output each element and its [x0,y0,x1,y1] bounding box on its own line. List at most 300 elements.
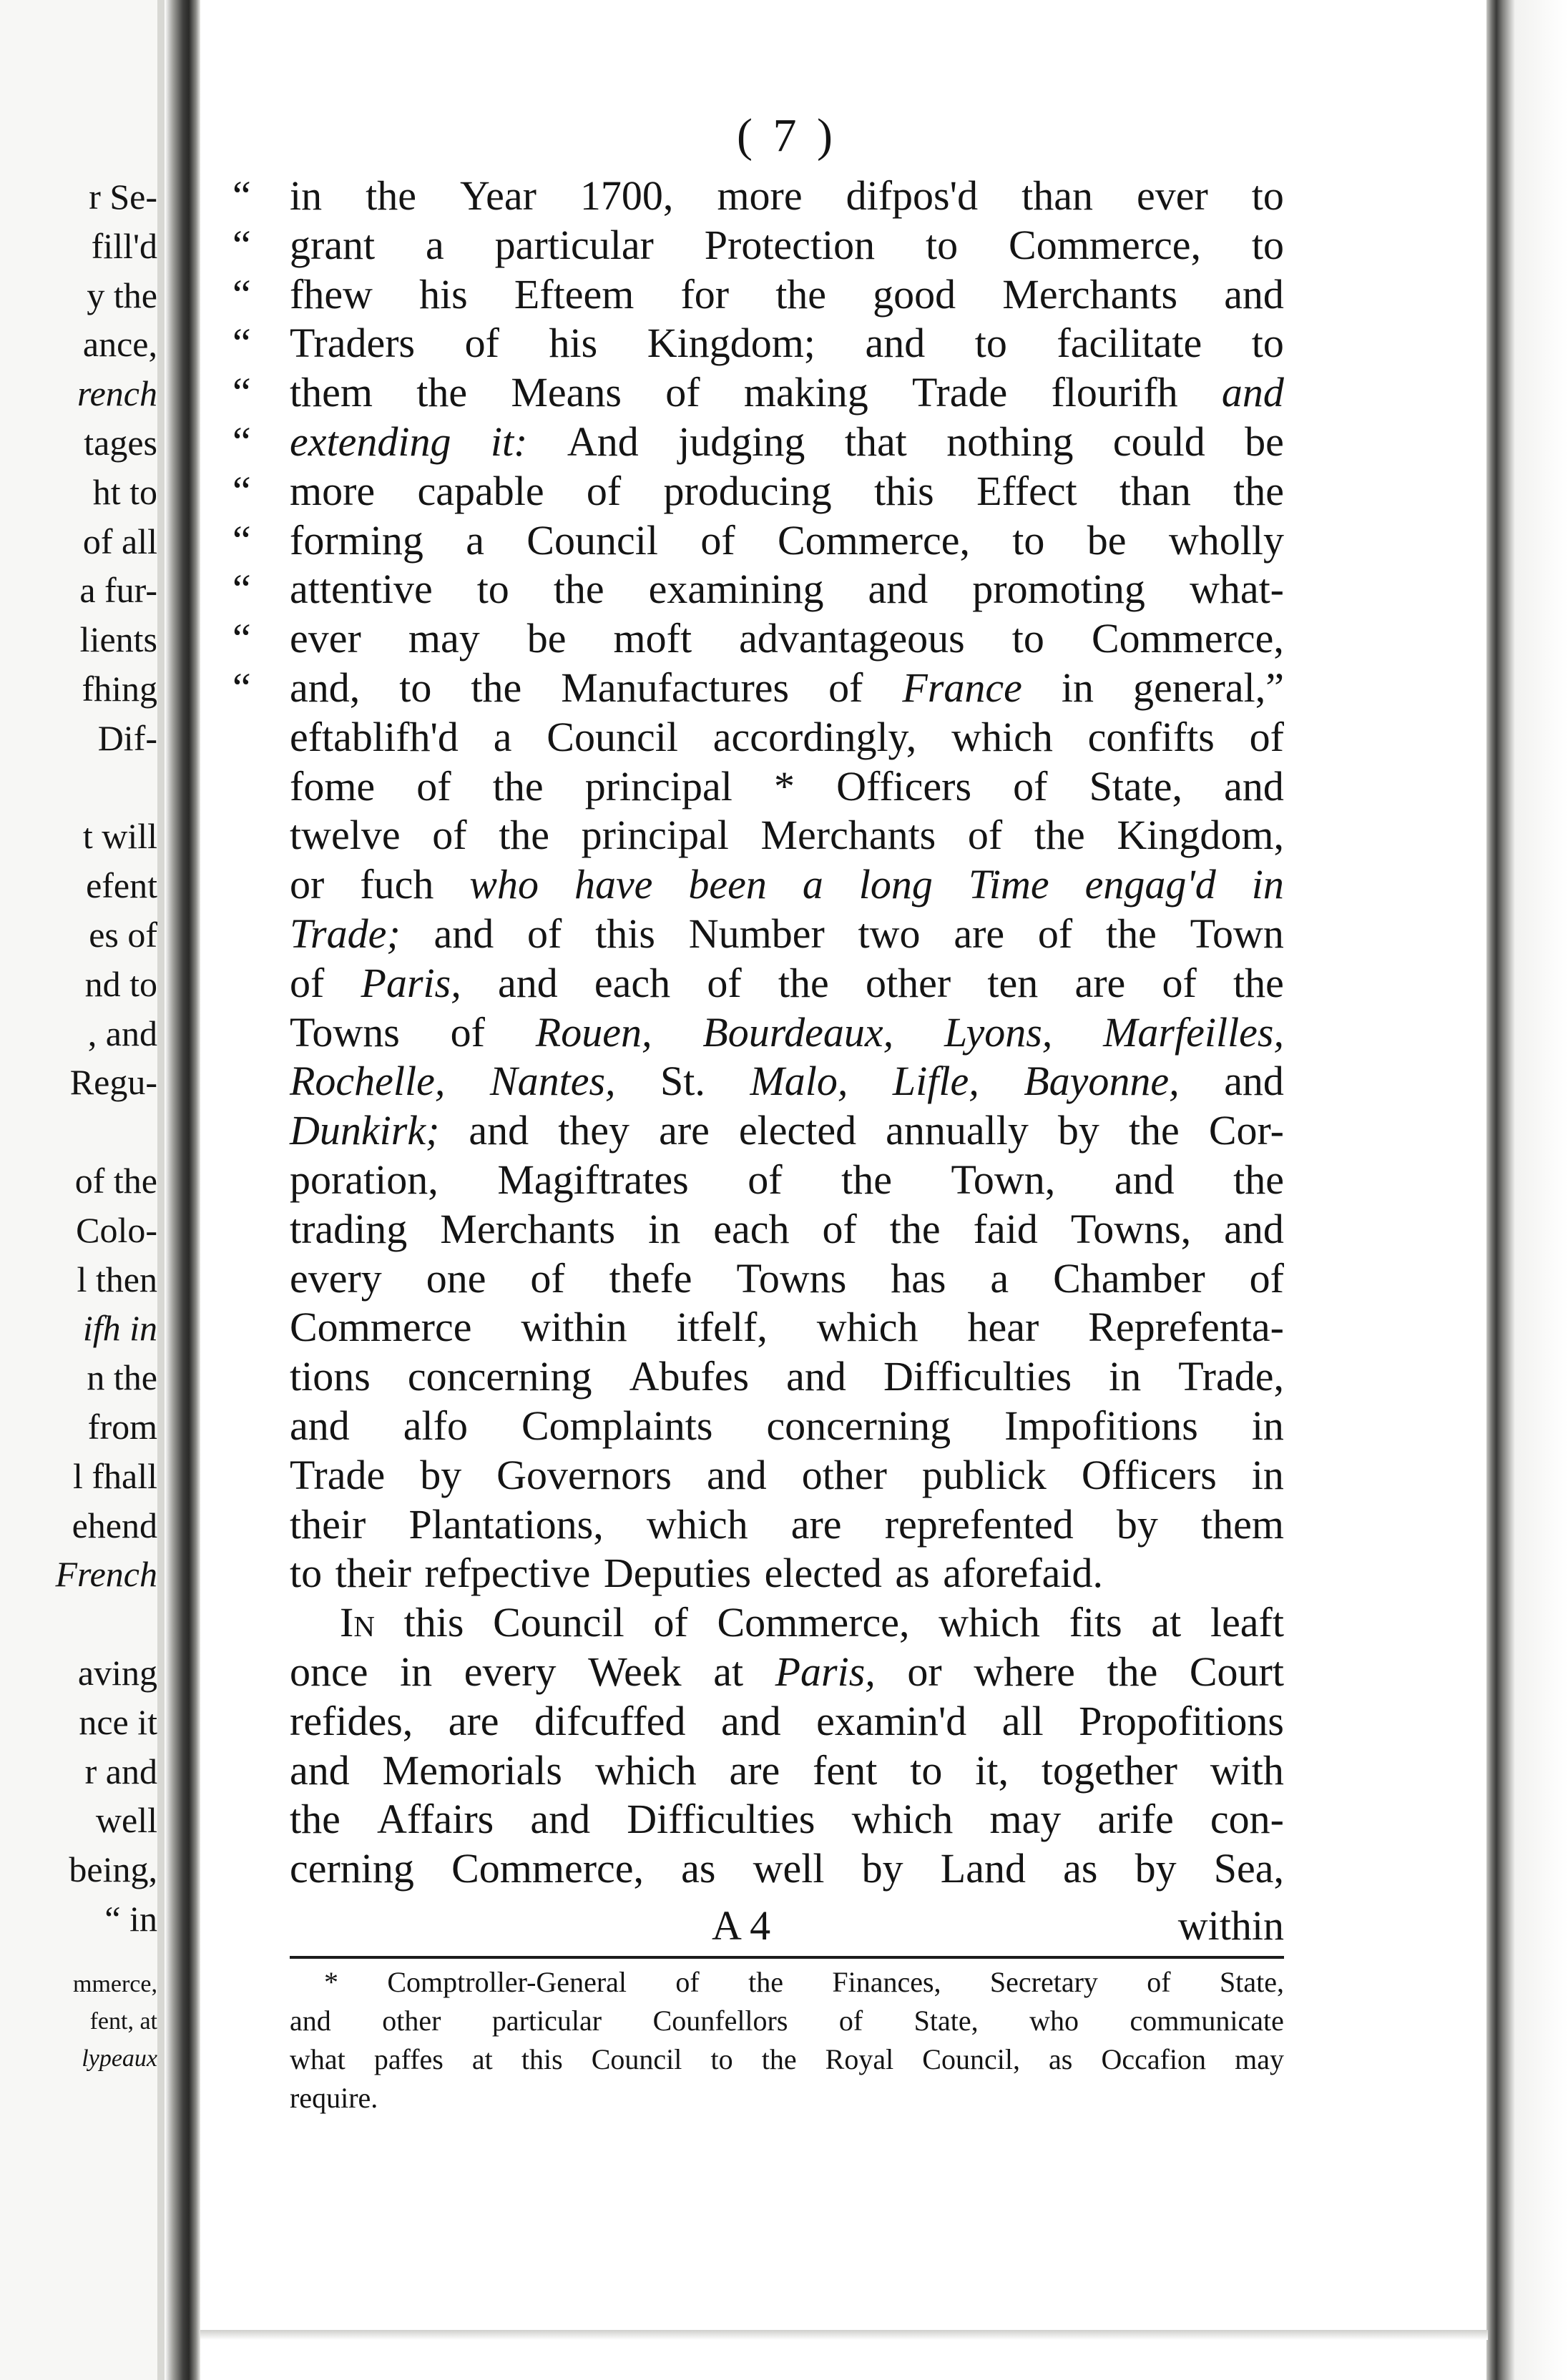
body-line [290,762,1284,812]
signature-mark: A 4 [712,1902,771,1949]
word: the [471,664,522,711]
word: accordingly, [712,713,917,760]
word: particular [494,221,654,268]
facing-page-text: r Se- [89,177,157,217]
facing-page-text: fill'd [91,225,157,266]
facing-page-text: t will [82,816,157,857]
body-line [290,1697,1284,1746]
word: them [290,369,373,416]
word: Reprefenta- [1088,1304,1284,1351]
word: Traders [290,320,416,367]
body-line [290,713,1284,762]
word: concerning [407,1353,592,1400]
facing-page-text: ht to [92,471,157,512]
word: the [1107,1648,1158,1695]
word: in [1061,664,1094,711]
word: examining [648,566,824,613]
word: and [530,1796,591,1843]
word: attentive [290,566,433,613]
body-line [290,1795,1284,1844]
word: Means [511,369,622,416]
word: Merchants [440,1205,616,1252]
word: are [954,910,1005,957]
word: elected [738,1107,857,1154]
word: by [1116,1500,1158,1548]
word: the [889,1205,941,1252]
word: are [448,1697,499,1744]
word: at [1151,1599,1182,1646]
word: of [432,812,467,859]
word: Commerce, [777,516,970,564]
facing-page-text: n the [87,1357,157,1398]
word: extending [290,418,451,465]
footnote-line [290,1963,1284,2002]
word: Towns, [1070,1205,1192,1252]
word: may [1235,2043,1284,2075]
word: of [1013,762,1048,810]
word: Merchants [1002,270,1178,318]
word: In [340,1599,375,1646]
word: and [469,1107,529,1154]
facing-page-text: Colo- [76,1209,157,1250]
word: of [586,467,622,514]
word: long [858,861,933,908]
footnote [290,1963,1284,2118]
footnote-line [290,2040,1284,2079]
word: Magiftrates [497,1156,689,1203]
word: a [466,516,484,564]
word: has [891,1254,946,1302]
facing-page-text: tages [84,423,157,463]
word: and [720,1697,781,1744]
body-line [290,910,1284,959]
facing-page-text: fhing [82,669,157,709]
word: confifts [1087,713,1215,760]
facing-page-footnote-text: mmerce, [73,1971,157,1997]
quotation-mark: “ [232,418,251,465]
word: of [653,1599,688,1646]
word: where [974,1648,1075,1695]
word: in [400,1648,433,1695]
word: Finances, [832,1966,941,1998]
word: Time [968,861,1049,908]
word: this [595,910,655,957]
word: of [748,1156,783,1203]
word: of [527,910,562,957]
page-number: ( 7 ) [737,109,837,162]
body-line [290,1549,1284,1598]
body-text [232,172,1284,1894]
word: of [665,369,700,416]
facing-page-text: ehend [72,1505,157,1545]
quotation-mark: “ [232,172,251,219]
word: Council, [922,2043,1020,2075]
word: by [861,1845,903,1892]
word: other [801,1451,887,1498]
word: general,” [1133,664,1284,711]
word: Governors [496,1451,672,1498]
word: of [1147,1966,1171,1998]
body-line [290,1254,1284,1304]
word: of [828,664,863,711]
body-line [290,1352,1284,1402]
word: nothing [946,418,1074,465]
word: and [290,1746,350,1794]
word: Difficulties [883,1353,1072,1400]
word: Commerce, [1091,615,1284,662]
word: Council [526,516,658,564]
word: Paris, [361,959,461,1006]
word: Bayonne, [1024,1058,1180,1105]
word: be [526,615,567,662]
facing-page-text: being, [69,1849,157,1890]
word: Kingdom, [1117,812,1284,859]
word: and [497,959,558,1006]
word: con- [1210,1796,1284,1843]
word: Commerce, [451,1845,645,1892]
body-line [290,1303,1284,1352]
word: aforefaid. [943,1550,1104,1597]
word: Bourdeaux, [702,1008,894,1056]
facing-page-text: nce it [79,1701,157,1742]
word: as [1063,1845,1098,1892]
word: Trade [912,369,1008,416]
facing-page-text: l then [77,1259,157,1299]
word: fhew [290,270,373,318]
word: by [1057,1107,1099,1154]
facing-page-text: Regu- [69,1062,157,1103]
word: in [290,172,323,219]
footnote-line [290,2079,1284,2118]
word: Towns [736,1254,847,1302]
word: promoting [972,566,1145,613]
word: Impofitions [1004,1402,1198,1449]
word: in [1251,1402,1284,1449]
word: with [1210,1746,1284,1794]
word: of [416,762,451,810]
body-line [290,1500,1284,1550]
word: Comptroller-General [387,1966,627,1998]
word: Memorials [382,1746,562,1794]
word: Plantations, [408,1500,604,1548]
word: and [786,1353,846,1400]
word: by [1135,1845,1177,1892]
word: other [866,959,951,1006]
word: and [1224,1205,1284,1252]
body-line [232,172,1284,221]
word: fome [290,762,376,810]
word: Deputies [603,1550,752,1597]
facing-page-text: r and [84,1751,157,1791]
word: cerning [290,1845,414,1892]
word: and [290,1402,350,1449]
word: been [688,861,767,908]
word: Nantes, [489,1058,616,1105]
word: every [290,1254,382,1302]
word: faid [973,1205,1038,1252]
word: to [1011,615,1044,662]
footnote-line [290,2002,1284,2040]
word: examin'd [816,1697,967,1744]
word: to [710,2043,733,2075]
word: them [1201,1500,1284,1548]
word: their [290,1500,366,1548]
word: Complaints [521,1402,713,1449]
word: poration, [290,1156,438,1203]
body-line [290,959,1284,1008]
word: fent [813,1746,878,1794]
word: his [549,320,598,367]
facing-page-text: l fhall [72,1455,157,1496]
word: judging [678,418,805,465]
word: and [1224,270,1284,318]
catchword: within [1177,1902,1284,1949]
word: Lifle, [892,1058,979,1105]
page-edge-shadow [1486,0,1568,2380]
word: Kingdom; [647,320,815,367]
word: the [499,812,550,859]
word: once [290,1648,368,1695]
word: and [290,2005,331,2037]
word: to [1251,320,1284,367]
quotation-mark: “ [232,221,251,268]
word: the [841,1156,892,1203]
body-line [290,1598,1284,1648]
word: Number [688,910,825,957]
word: in [1109,1353,1142,1400]
word: thefe [609,1254,692,1302]
word: may [989,1796,1062,1843]
word: making [743,369,868,416]
word: alfo [403,1402,468,1449]
word: this [403,1599,464,1646]
word: Land [940,1845,1026,1892]
word: Commerce, [1009,221,1201,268]
word: the [366,172,416,219]
word: elected [764,1550,882,1597]
word: Protection [704,221,876,268]
word: who [469,861,539,908]
word: Town, [951,1156,1056,1203]
word: * [773,762,795,810]
facing-page-text: of all [82,521,157,561]
word: ten [987,959,1039,1006]
word: are [790,1500,842,1548]
word: Commerce [290,1304,472,1351]
word: well [753,1845,825,1892]
word: Trade [290,1451,386,1498]
word: they [558,1107,630,1154]
word: and [868,566,928,613]
body-line [232,467,1284,516]
word: a [493,713,512,760]
word: arife [1097,1796,1174,1843]
word: St. [660,1058,705,1105]
word: communicate [1130,2005,1284,2037]
word: the [748,1966,783,1998]
word: may [408,615,480,662]
word: ever [1136,172,1208,219]
quotation-mark: “ [232,320,251,367]
word: or [290,861,325,908]
word: and [707,1451,767,1498]
facing-page-text: es of [89,915,157,955]
word: difcuffed [534,1697,686,1744]
word: itfelf, [676,1304,768,1351]
word: and [1224,1058,1284,1105]
body-line [232,614,1284,664]
word: are [729,1746,780,1794]
word: hear [967,1304,1039,1351]
word: of [290,959,325,1006]
word: which [594,1746,697,1794]
word: of [675,1966,700,1998]
body-line [232,418,1284,467]
word: of [822,1205,857,1252]
quotation-mark: “ [232,516,251,564]
word: of [700,516,735,564]
word: France [902,664,1022,711]
facing-page-footnote-text: fent, at [89,2008,157,2035]
word: Cor- [1208,1107,1284,1154]
word: and [1114,1156,1175,1203]
word: of [967,812,1003,859]
facing-page-text: rench [77,373,157,414]
word: for [680,270,730,318]
facing-page-text: aving [77,1653,157,1693]
word: of [450,1008,485,1056]
body-line [232,565,1284,614]
word: this [873,467,934,514]
facing-page-text: Dif- [97,717,157,758]
word: advantageous [739,615,965,662]
word: it, [975,1746,1009,1794]
page-bottom-shadow [200,2330,1488,2340]
word: a [426,221,444,268]
word: who [1029,2005,1079,2037]
word: principal [581,812,729,859]
word: annually [886,1107,1029,1154]
word: the [1233,467,1284,514]
word: of [464,320,499,367]
word: Paris, [775,1648,876,1695]
word: each [594,959,671,1006]
word: more [290,467,376,514]
word: are [659,1107,710,1154]
word: the [778,959,829,1006]
word: State, [913,2005,979,2037]
word: Week [588,1648,682,1695]
word: Council [493,1599,624,1646]
word: this [521,2043,563,2075]
word: as [895,1550,930,1597]
word: Effect [976,467,1077,514]
facing-page-text: lients [79,619,157,660]
word: concerning [766,1402,951,1449]
body-line [290,1451,1284,1500]
facing-page-text: French [55,1554,157,1595]
body-line [290,1106,1284,1156]
word: require. [290,2082,378,2114]
word: as [681,1845,716,1892]
word: Council [547,713,678,760]
word: each [713,1205,790,1252]
word: moft [613,615,692,662]
word: which [951,713,1053,760]
word: fits [1069,1599,1122,1646]
word: Affairs [377,1796,494,1843]
word: to [476,566,509,613]
body-line [232,516,1284,566]
word: have [574,861,653,908]
book-gutter [165,0,200,2380]
word: capable [417,467,544,514]
word: the [775,270,827,318]
word: the [290,1796,340,1843]
word: in [1251,1451,1284,1498]
word: which [816,1304,918,1351]
word: together [1041,1746,1177,1794]
facing-page-text: from [87,1407,157,1447]
word: or [907,1648,942,1695]
facing-page-text: of the [74,1161,157,1201]
body-line [290,1156,1284,1205]
facing-page-text: a fur- [79,570,157,611]
body-line [290,1844,1284,1894]
word: engag'd [1084,861,1216,908]
word: wholly [1168,516,1284,564]
word: to [910,1746,943,1794]
word: forming [290,516,423,564]
word: be [1087,516,1127,564]
word: his [419,270,468,318]
word: a [802,861,823,908]
word: Chamber [1053,1254,1205,1302]
word: of [530,1254,565,1302]
word: all [1001,1697,1044,1744]
word: grant [290,221,376,268]
word: the [1233,1156,1284,1203]
word: Council [591,2043,682,2075]
word: and [865,320,926,367]
quotation-mark: “ [232,467,251,514]
word: producing [663,467,832,514]
word: the [1233,959,1284,1006]
word: and [1224,762,1284,810]
word: Rouen, [535,1008,652,1056]
word: refpective [424,1550,591,1597]
word: within [521,1304,627,1351]
word: to [1012,516,1045,564]
word: in [1251,861,1284,908]
word: State, [1089,762,1183,810]
facing-page-text: y the [87,275,157,315]
word: what- [1189,566,1284,613]
word: which [646,1500,748,1548]
word: as [1049,2043,1073,2075]
body-line [290,1746,1284,1796]
word: by [420,1451,462,1498]
word: at [713,1648,744,1695]
body-line [290,1648,1284,1697]
body-line [232,664,1284,713]
word: Dunkirk; [290,1107,440,1154]
word: Efteem [514,270,634,318]
word: State, [1220,1966,1284,1998]
facing-page-text: ifh in [82,1308,157,1349]
word: are [1074,959,1126,1006]
word: to [974,320,1007,367]
